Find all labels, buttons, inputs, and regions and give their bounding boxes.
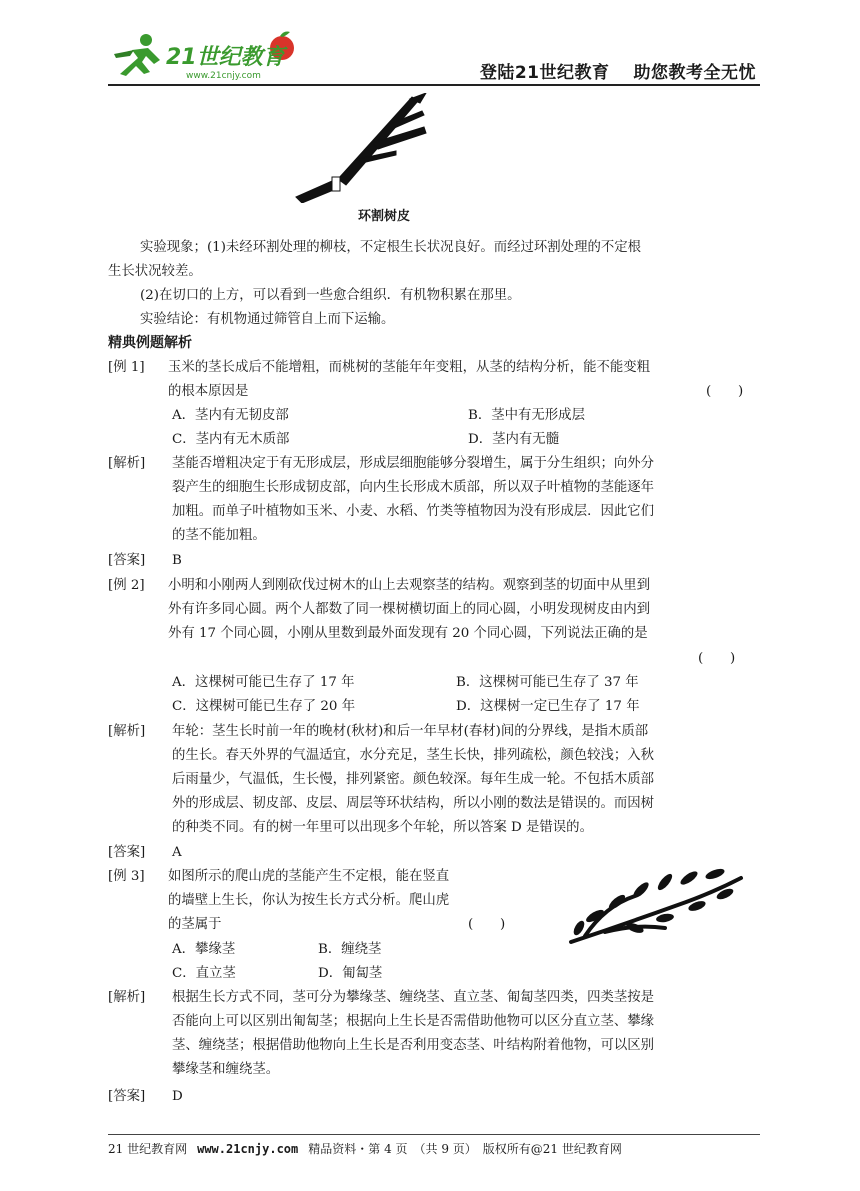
example2-option-c: C．这棵树可能已生存了 20 年 bbox=[172, 699, 356, 714]
example3-option-d: D．匍匐茎 bbox=[318, 966, 383, 981]
example2-analysis-5: 的种类不同。有的树一年里可以出现多个年轮，所以答案 D 是错误的。 bbox=[172, 820, 593, 835]
header-divider bbox=[108, 84, 760, 86]
example1-option-a: A．茎内有无韧皮部 bbox=[172, 408, 289, 423]
conclusion-line: 实验结论：有机物通过筛管自上而下运输。 bbox=[140, 312, 395, 327]
example1-analysis-tag: [解析] bbox=[108, 456, 146, 471]
example2-answer-blank: ( ) bbox=[698, 651, 736, 666]
example1-question-2: 的根本原因是 bbox=[168, 384, 249, 399]
example2-question-1: 小明和小刚两人到刚砍伐过树木的山上去观察茎的结构。观察到茎的切面中从里到 bbox=[168, 578, 651, 593]
footer-url[interactable]: www.21cnjy.com bbox=[197, 1142, 299, 1156]
example3-analysis-3: 茎、缠绕茎；根据借助他物向上生长是否利用变态茎、叶结构附着他物，可以区别 bbox=[172, 1038, 655, 1053]
example2-analysis-4: 外的形成层、韧皮部、皮层、周层等环状结构，所以小刚的数法是错误的。而因树 bbox=[172, 796, 655, 811]
example1-analysis-4: 的茎不能加粗。 bbox=[172, 528, 266, 543]
example2-option-b: B．这棵树可能已生存了 37 年 bbox=[456, 675, 639, 690]
example3-answer: D bbox=[172, 1089, 183, 1104]
footer-site-name: 21 世纪教育网 bbox=[108, 1142, 188, 1156]
example2-option-a: A．这棵树可能已生存了 17 年 bbox=[172, 675, 355, 690]
example1-analysis-3: 加粗。而单子叶植物如玉米、小麦、水稻、竹类等植物因为没有形成层．因此它们 bbox=[172, 504, 655, 519]
example1-answer-blank: ( ) bbox=[706, 384, 744, 399]
header-slogan bbox=[456, 58, 756, 83]
example2-analysis-1: 年轮：茎生长时前一年的晚材(秋材)和后一年早材(春材)间的分界线，是指木质部 bbox=[172, 724, 649, 739]
example2-question-2: 外有许多同心圆。两个人都数了同一棵树横切面上的同心圆，小明发现树皮由内到 bbox=[168, 602, 651, 617]
phenomenon-line-1b: 生长状况较差。 bbox=[108, 264, 202, 279]
example3-question-2: 的墙壁上生长，你认为按生长方式分析。爬山虎 bbox=[168, 893, 450, 908]
example1-analysis-1: 茎能否增粗决定于有无形成层，形成层细胞能够分裂增生，属于分生组织；向外分 bbox=[172, 456, 655, 471]
boston-ivy-figure bbox=[565, 866, 745, 950]
example3-answer-tag: [答案] bbox=[108, 1089, 146, 1104]
example1-option-c: C．茎内有无木质部 bbox=[172, 432, 290, 447]
example2-analysis-3: 后雨量少，气温低，生长慢，排列紧密。颜色较深。每年生成一轮。不包括木质部 bbox=[172, 772, 655, 787]
example3-answer-blank: ( ) bbox=[468, 917, 506, 932]
section-title: 精典例题解析 bbox=[108, 335, 192, 351]
example3-analysis-2: 否能向上可以区别出匍匐茎；根据向上生长是否需借助他物可以区分直立茎、攀缘 bbox=[172, 1014, 655, 1029]
phenomenon-line-2: (2)在切口的上方，可以看到一些愈合组织．有机物积累在那里。 bbox=[140, 288, 521, 303]
example3-question-3: 的茎属于 bbox=[168, 917, 222, 932]
example1-answer-tag: [答案] bbox=[108, 553, 146, 568]
example2-question-3: 外有 17 个同心圆，小刚从里数到最外面发现有 20 个同心圆，下列说法正确的是 bbox=[168, 626, 648, 641]
logo-text: 21世纪教育 bbox=[166, 45, 285, 70]
example2-option-d: D．这棵树一定已生存了 17 年 bbox=[456, 699, 640, 714]
phenomenon-line-1a: 实验现象；(1)未经环割处理的柳枝，不定根生长状况良好。而经过环割处理的不定根 bbox=[140, 240, 642, 255]
example3-option-c: C．直立茎 bbox=[172, 966, 236, 981]
logo bbox=[108, 28, 308, 84]
page-footer bbox=[108, 1140, 760, 1157]
slogan-left: 登陆21世纪教育 bbox=[479, 63, 610, 83]
logo-url: www.21cnjy.com bbox=[186, 71, 261, 81]
footer-page-info: 精品资料・第 4 页 （共 9 页） 版权所有@21 世纪教育网 bbox=[308, 1142, 622, 1156]
footer-divider bbox=[108, 1134, 760, 1135]
slogan-right: 助您教考全无忧 bbox=[633, 63, 756, 83]
girdled-branch-figure bbox=[292, 93, 432, 203]
example3-option-a: A．攀缘茎 bbox=[172, 942, 236, 957]
example3-option-b: B．缠绕茎 bbox=[318, 942, 382, 957]
example3-analysis-1: 根据生长方式不同，茎可分为攀缘茎、缠绕茎、直立茎、匍匐茎四类，四类茎按是 bbox=[172, 990, 655, 1005]
example3-question-1: 如图所示的爬山虎的茎能产生不定根，能在竖直 bbox=[168, 869, 450, 884]
example2-analysis-tag: [解析] bbox=[108, 724, 146, 739]
example2-answer: A bbox=[172, 845, 182, 860]
example2-tag: [例 2] bbox=[108, 578, 145, 593]
example1-option-b: B．茎中有无形成层 bbox=[468, 408, 585, 423]
figure-caption: 环割树皮 bbox=[358, 209, 411, 224]
example1-option-d: D．茎内有无髓 bbox=[468, 432, 560, 447]
runner-icon bbox=[114, 34, 160, 76]
page-header bbox=[108, 28, 760, 84]
example2-analysis-2: 的生长。春天外界的气温适宜，水分充足，茎生长快，排列疏松，颜色较浅；入秋 bbox=[172, 748, 655, 763]
example1-answer: B bbox=[172, 553, 182, 568]
example1-analysis-2: 裂产生的细胞生长形成韧皮部，向内生长形成木质部，所以双子叶植物的茎能逐年 bbox=[172, 480, 655, 495]
example3-analysis-4: 攀缘茎和缠绕茎。 bbox=[172, 1062, 280, 1077]
example3-analysis-tag: [解析] bbox=[108, 990, 146, 1005]
example3-tag: [例 3] bbox=[108, 869, 145, 884]
example1-question-1: 玉米的茎长成后不能增粗，而桃树的茎能年年变粗，从茎的结构分析，能不能变粗 bbox=[168, 360, 651, 375]
example2-answer-tag: [答案] bbox=[108, 845, 146, 860]
example1-tag: [例 1] bbox=[108, 360, 145, 375]
